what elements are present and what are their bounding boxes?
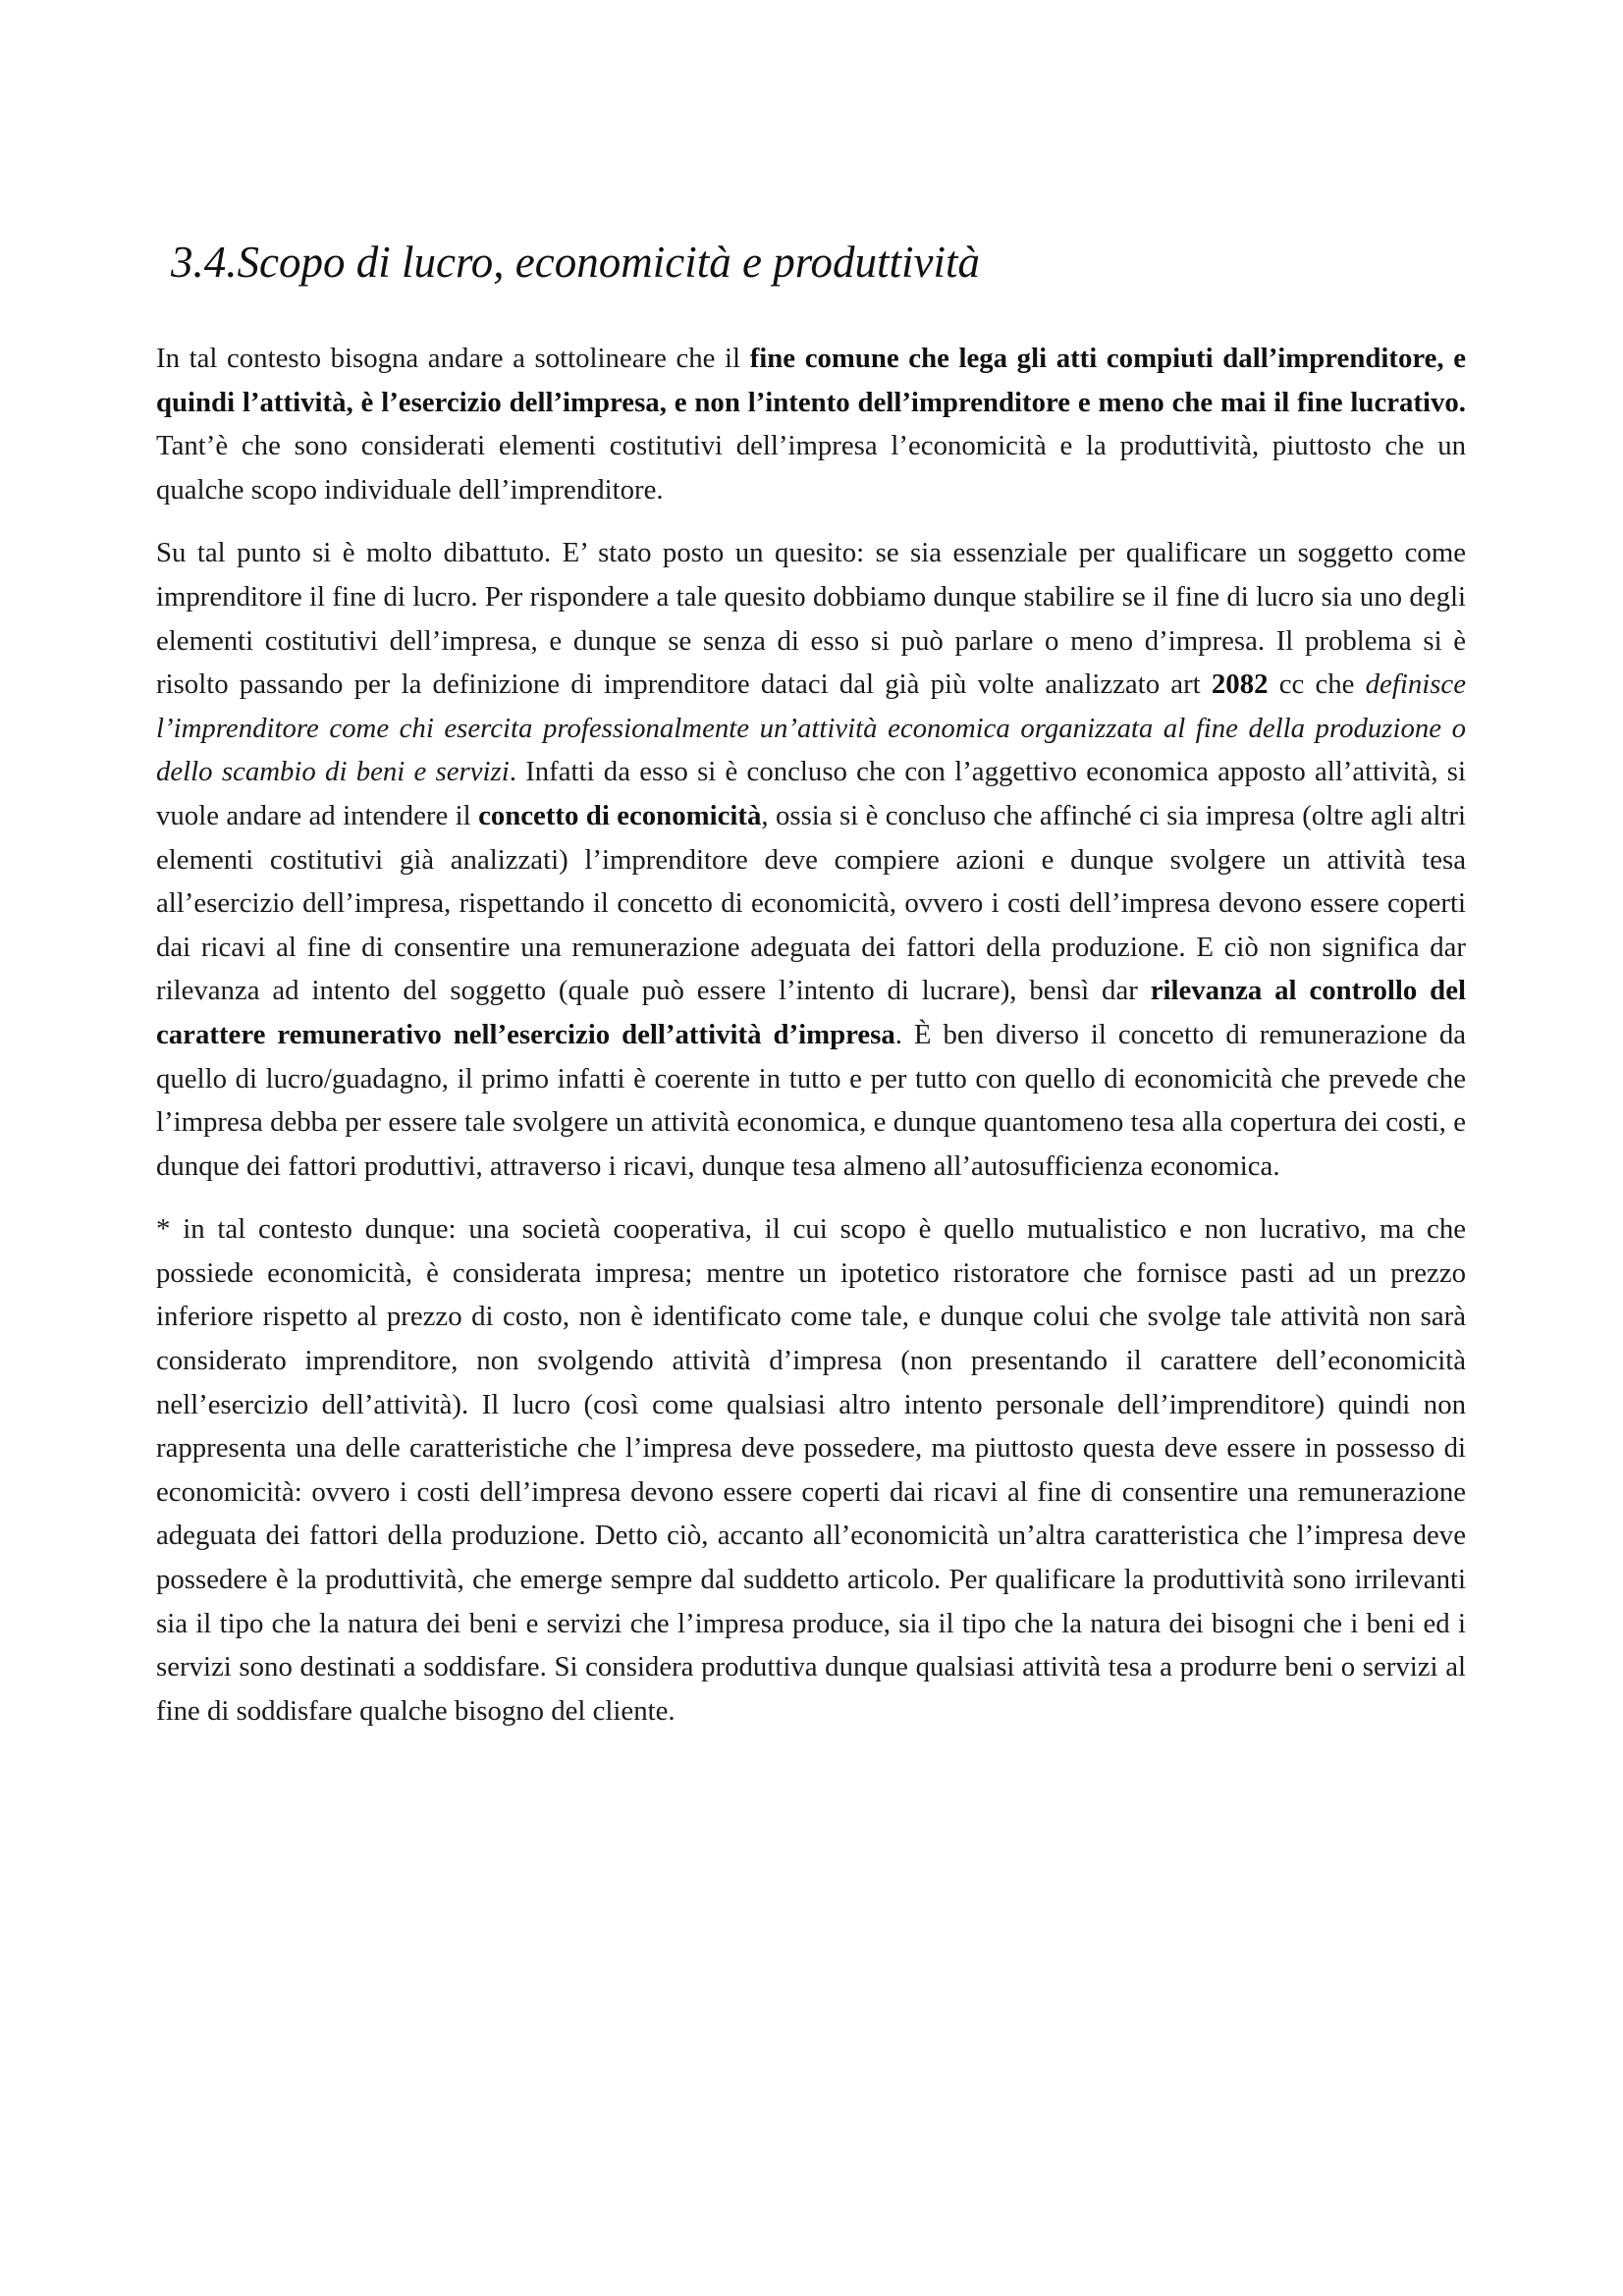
bold-text-run: 2082 (1211, 668, 1269, 701)
paragraph (156, 1207, 1466, 1733)
text-run: cc che (1268, 668, 1366, 701)
paragraph (156, 337, 1466, 511)
paragraph (156, 531, 1466, 1188)
text-run: , ossia si è concluso che affinché ci sia impresa (oltre agli altri elementi costitutivi già analizzati) l’imprenditore deve compiere azioni e dunque svolgere un attività tesa all’esercizio dell’impresa, rispettando il concetto di economicità, ovvero i costi dell’impresa devono essere coperti dai ricavi al fine di consentire una remunerazione adeguata dei fattori della produzione. E ciò non significa dar rilevanza ad intento del soggetto (quale può essere l’intento di lucrare), bensì dar (156, 799, 1466, 1007)
bold-text-run: fine comune che lega gli atti compiuti dall’imprenditore, e quindi l’attività, è l’esercizio dell’impresa, e non l’intento dell’imprenditore e meno che mai il fine lucrativo. (156, 343, 1466, 418)
text-run: . È ben diverso il concetto di remunerazione da quello di lucro/guadagno, il primo infatti è coerente in tutto e per tutto con quello di economicità che prevede che l’impresa debba per essere tale svolgere un attività economica, e dunque quantomeno tesa alla copertura dei costi, e dunque dei fattori produttivi, attraverso i ricavi, dunque tesa almeno all’autosufficienza economica. (156, 1018, 1467, 1182)
bold-text-run: concetto di economicità (478, 799, 762, 831)
text-run: * in tal contesto dunque: una società cooperativa, il cui scopo è quello mutualistico e non lucrativo, ma che possiede economicità, è considerata impresa; mentre un ipotetico ristoratore che fornisce pasti ad un prezzo inferiore rispetto al prezzo di costo, non è identificato come tale, e dunque colui che svolge tale attività non sarà considerato imprenditore, non svolgendo attività d’impresa (non presentando il carattere dell’economicità nell’esercizio dell’attività). Il lucro (così come qualsiasi altro intento personale dell’imprenditore) quindi non rappresenta una delle caratteristiche che l’impresa deve possedere, ma piuttosto questa deve essere in possesso di economicità: ovvero i costi dell’impresa devono essere coperti dai ricavi al fine di consentire una remunerazione adeguata dei fattori della produzione. Detto ciò, accanto all’economicità un’altra caratteristica che l’impresa deve possedere è la produttività, che emerge sempre dal suddetto articolo. Per qualificare la produttività sono irrilevanti sia il tipo che la natura dei beni e servizi che l’impresa produce, sia il tipo che la natura dei bisogni che i beni ed i servizi sono destinati a soddisfare. Si considera produttiva dunque qualsiasi attività tesa a produrre beni o servizi al fine di soddisfare qualche bisogno del cliente. (156, 1213, 1466, 1727)
document-body (156, 337, 1466, 1733)
text-run: Su tal punto si è molto dibattuto. E’ stato posto un quesito: se sia essenziale per qualificare un soggetto come imprenditore il fine di lucro. Per rispondere a tale quesito dobbiamo dunque stabilire se il fine di lucro sia uno degli elementi costitutivi dell’impresa, e dunque se senza di esso si può parlare o meno d’impresa. Il problema si è risolto passando per la definizione di imprenditore dataci dal già più volte analizzato art (156, 537, 1466, 701)
text-run: In tal contesto bisogna andare a sottolineare che il (156, 343, 750, 374)
section-heading: 3.4.Scopo di lucro, economicità e produttività (171, 238, 981, 287)
bold-text-run: rilevanza al controllo del carattere remunerativo nell’esercizio dell’attività d’impresa (156, 975, 1466, 1050)
text-run: . Infatti da esso si è concluso che con l’aggettivo economica apposto all’attività, si vuole andare ad intendere il (156, 756, 1466, 831)
text-run: Tant’è che sono considerati elementi costitutivi dell’impresa l’economicità e la produttività, piuttosto che un qualche scopo individuale dell’imprenditore. (156, 430, 1466, 506)
italic-text-run: definisce l’imprenditore come chi esercita professionalmente un’attività economica organizzata al fine della produzione o dello scambio di beni e servizi (156, 668, 1466, 788)
